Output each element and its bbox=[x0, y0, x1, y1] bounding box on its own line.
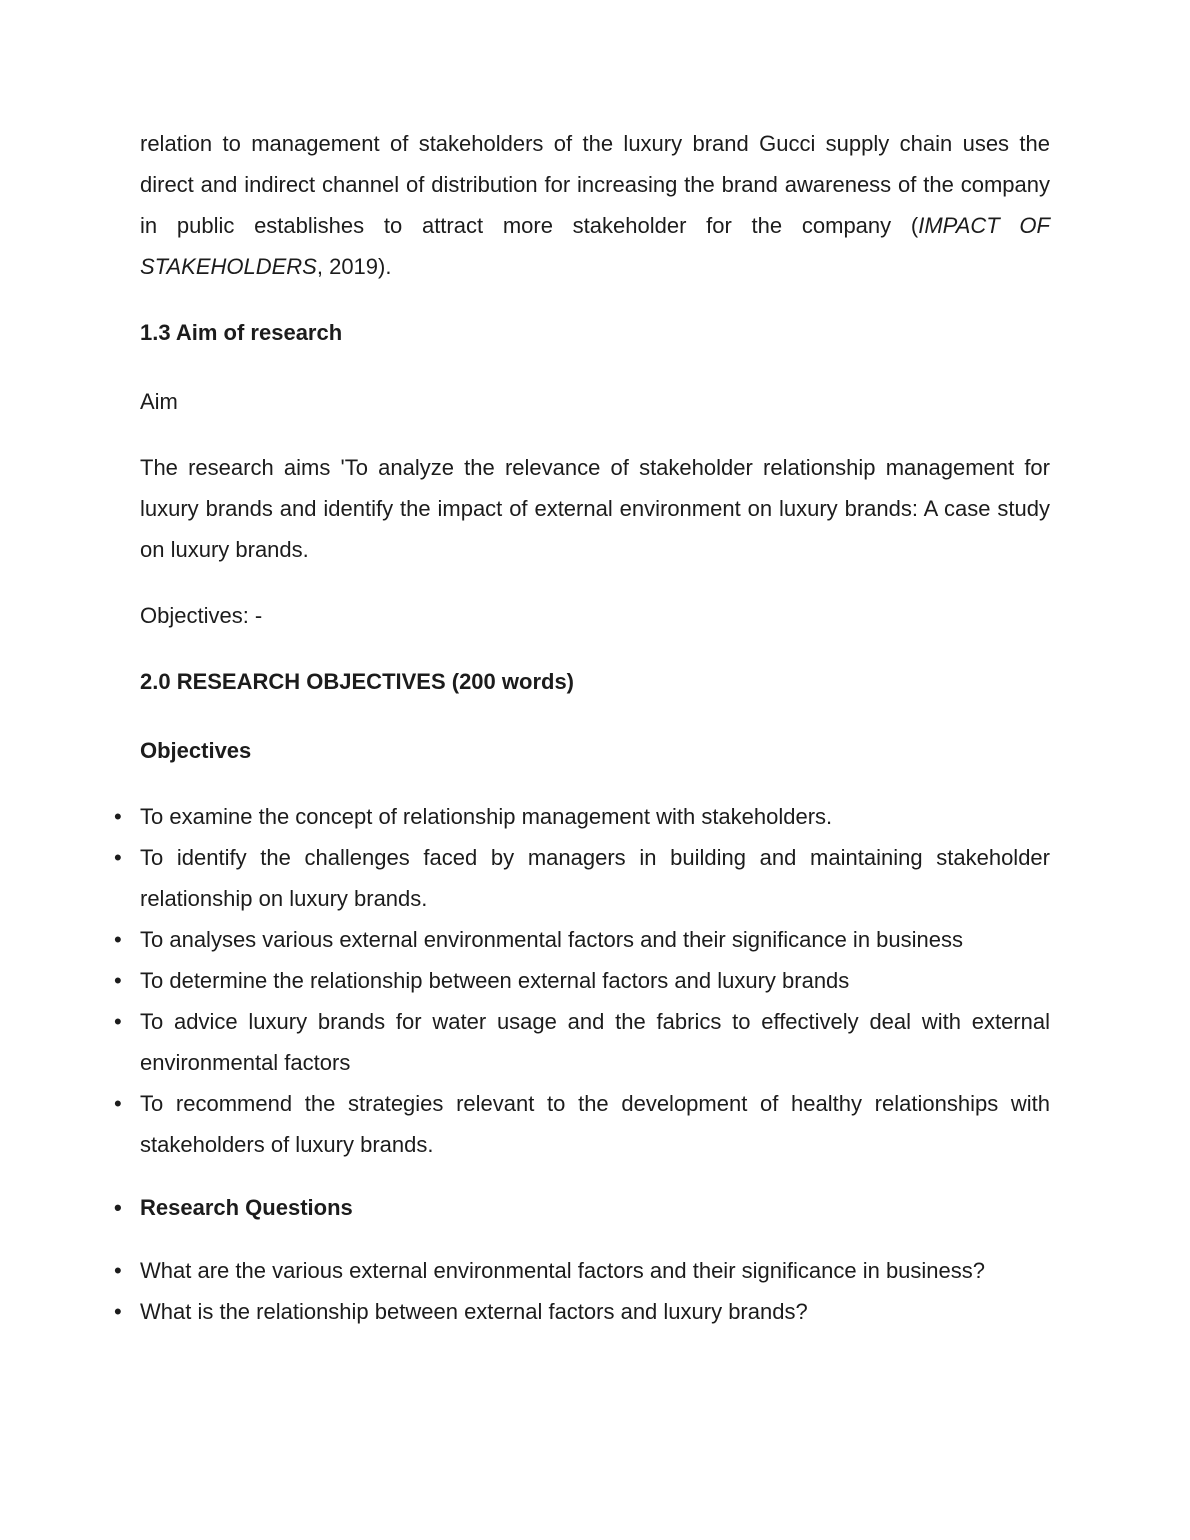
objectives-list bbox=[140, 796, 1050, 1165]
citation-italic-text: IMPACT OF STAKEHOLDERS bbox=[140, 213, 1050, 279]
objective-item: • To examine the concept of relationship management with stakeholders. bbox=[140, 796, 1050, 837]
objectives-subheading: Objectives bbox=[140, 738, 252, 763]
research-questions-heading: • Research Questions bbox=[140, 1187, 1050, 1228]
research-questions-heading-list bbox=[140, 1187, 1050, 1228]
intro-paragraph-text: relation to management of stakeholders of the luxury brand Gucci supply chain uses the direct and indirect channel of distribution for increasing the brand awareness of the company in public establishes to attract more stakeholder for the company ( bbox=[140, 131, 1050, 238]
aim-paragraph: The research aims 'To analyze the relevance of stakeholder relationship management for luxury brands and identify the impact of external environment on luxury brands: A case study on luxury brands. bbox=[140, 455, 1050, 562]
heading-aim-of-research: 1.3 Aim of research bbox=[140, 320, 343, 345]
objective-item: • To identify the challenges faced by managers in building and maintaining stakeholder relationship on luxury brands. bbox=[140, 837, 1050, 919]
objective-item: • To determine the relationship between external factors and luxury brands bbox=[140, 960, 1050, 1001]
citation-year-text: , 2019). bbox=[316, 254, 392, 279]
research-questions-list bbox=[140, 1250, 1050, 1332]
research-question-item: • What are the various external environmental factors and their significance in business? bbox=[140, 1250, 1050, 1291]
objective-item: • To analyses various external environmental factors and their significance in business bbox=[140, 919, 1050, 960]
heading-research-objectives: 2.0 RESEARCH OBJECTIVES (200 words) bbox=[140, 669, 575, 694]
objectives-label: Objectives: - bbox=[140, 603, 263, 628]
objective-item: • To advice luxury brands for water usage and the fabrics to effectively deal with external environmental factors bbox=[140, 1001, 1050, 1083]
intro-paragraph bbox=[140, 123, 1050, 287]
objective-item: • To recommend the strategies relevant to the development of healthy relationships with stakeholders of luxury brands. bbox=[140, 1083, 1050, 1165]
research-question-item: • What is the relationship between external factors and luxury brands? bbox=[140, 1291, 1050, 1332]
aim-label: Aim bbox=[140, 389, 178, 414]
